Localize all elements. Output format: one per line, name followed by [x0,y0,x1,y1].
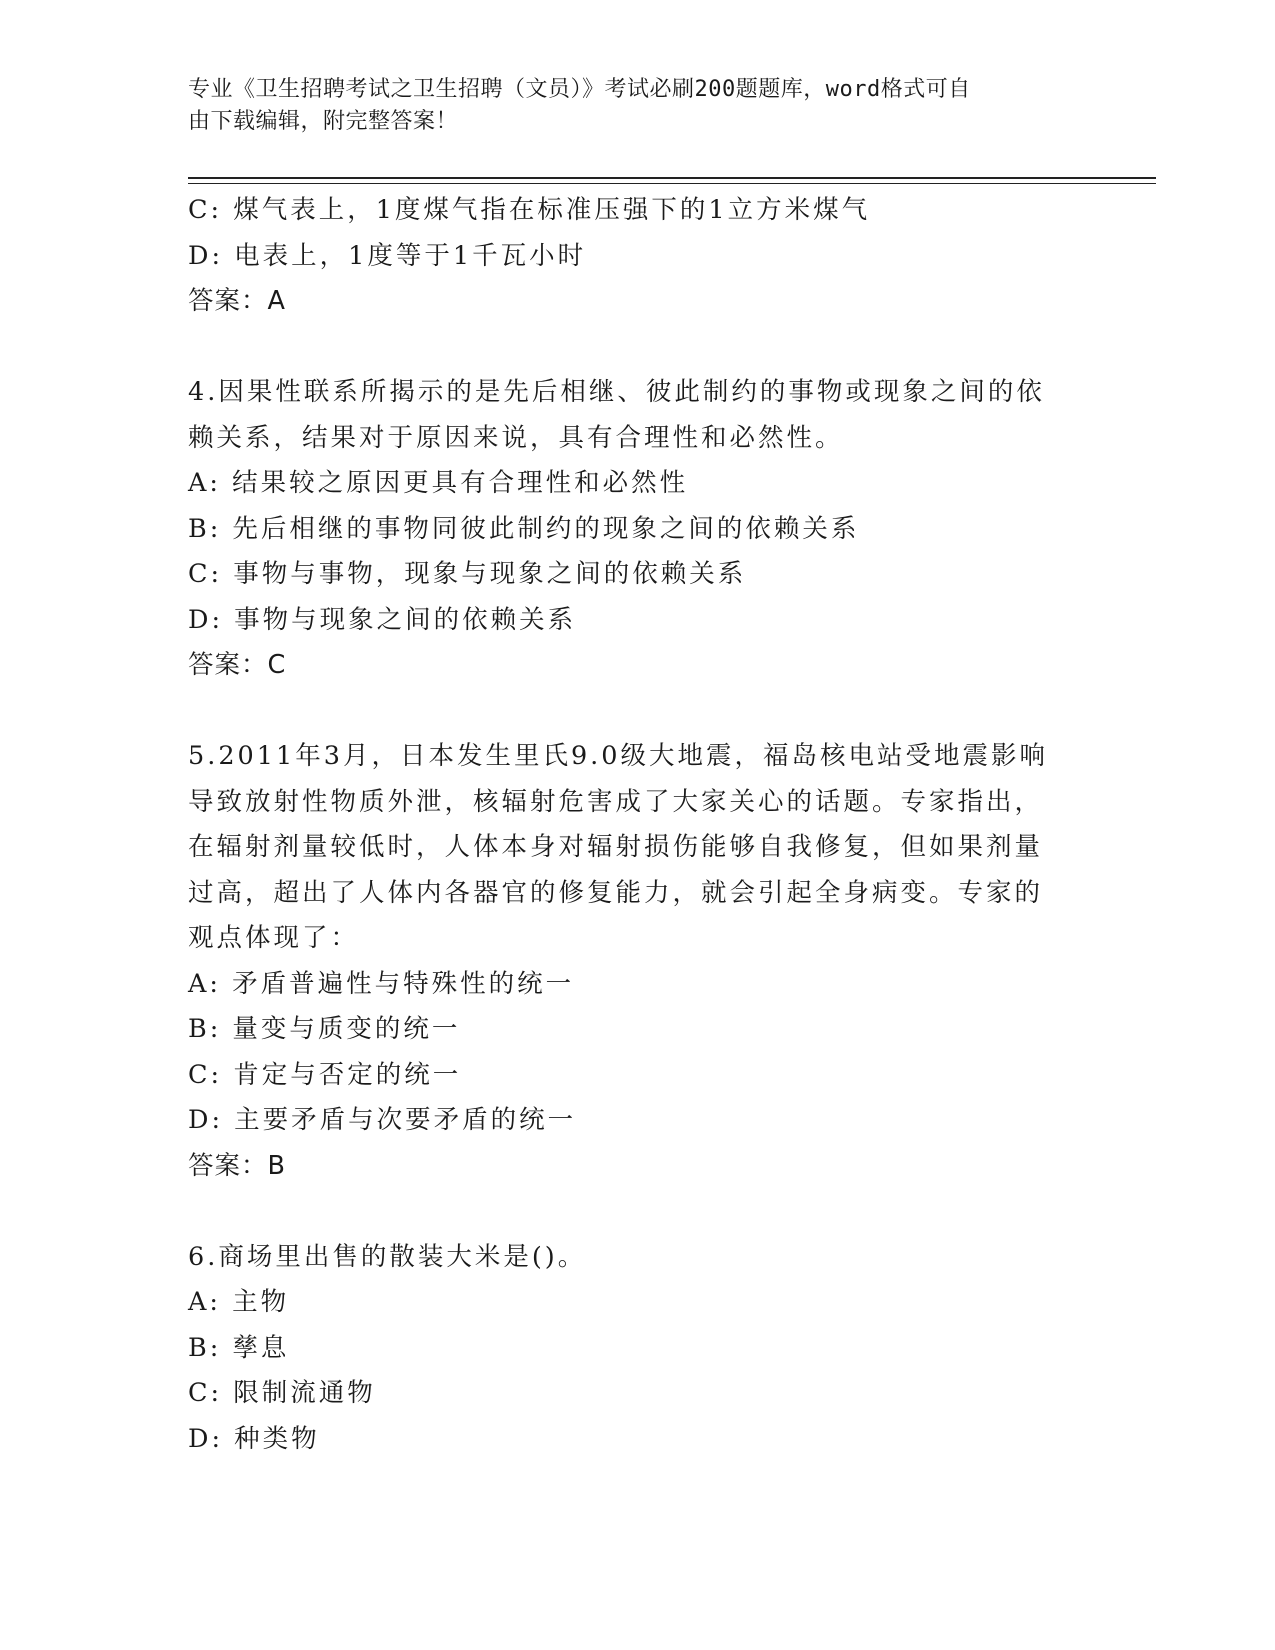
q4-stem-line-2: 赖关系，结果对于原因来说，具有合理性和必然性。 [188,422,844,453]
question-3 [188,188,1088,325]
q6-option-c: C: 限制流通物 [188,1378,376,1408]
question-5 [188,734,1088,1189]
question-6 [188,1235,1088,1463]
q3-answer: 答案：A [188,286,286,316]
header-line-1: 专业《卫生招聘考试之卫生招聘（文员）》考试必刷200题题库，word格式可自 [188,77,971,102]
header-divider-thin [188,183,1156,184]
q5-option-d: D: 主要矛盾与次要矛盾的统一 [188,1105,577,1135]
q3-option-c: C: 煤气表上，1度煤气指在标准压强下的1立方米煤气 [188,195,871,225]
q4-answer: 答案：C [188,650,287,680]
q3-option-d: D: 电表上，1度等于1千瓦小时 [188,240,587,271]
spacer [188,689,1088,735]
q6-option-b: B: 孳息 [188,1332,290,1363]
q5-option-b: B: 量变与质变的统一 [188,1014,461,1044]
header-divider-thick [188,177,1156,179]
q5-stem-line-5: 观点体现了： [188,923,360,953]
q4-option-a: A: 结果较之原因更具有合理性和必然性 [188,468,689,498]
question-list [188,188,1088,1462]
q5-stem-line-4: 过高，超出了人体内各器官的修复能力，就会引起全身病变。专家的 [188,877,1044,908]
q5-option-a: A: 矛盾普遍性与特殊性的统一 [188,968,575,999]
document-header [188,74,1068,138]
q5-stem-line-3: 在辐射剂量较低时，人体本身对辐射损伤能够自我修复，但如果剂量 [188,832,1044,862]
q4-option-b: B: 先后相继的事物同彼此制约的现象之间的依赖关系 [188,513,860,544]
q5-answer: 答案：B [188,1150,286,1181]
spacer [188,325,1088,371]
q5-stem-line-2: 导致放射性物质外泄，核辐射危害成了大家关心的话题。专家指出， [188,786,1044,817]
q6-option-d: D: 种类物 [188,1423,320,1454]
header-line-2: 由下载编辑，附完整答案！ [188,109,459,134]
q4-option-c: C: 事物与事物，现象与现象之间的依赖关系 [188,559,747,589]
question-4 [188,370,1088,689]
q4-stem-line-1: 4.因果性联系所揭示的是先后相继、彼此制约的事物或现象之间的依 [188,377,1045,407]
q6-option-a: A: 主物 [188,1287,290,1317]
q5-option-c: C: 肯定与否定的统一 [188,1059,462,1090]
q6-stem-line-1: 6.商场里出售的散装大米是()。 [188,1241,587,1272]
spacer [188,1189,1088,1235]
q5-stem-line-1: 5.2011年3月，日本发生里氏9.0级大地震，福岛核电站受地震影响 [188,741,1049,771]
q4-option-d: D: 事物与现象之间的依赖关系 [188,604,577,635]
